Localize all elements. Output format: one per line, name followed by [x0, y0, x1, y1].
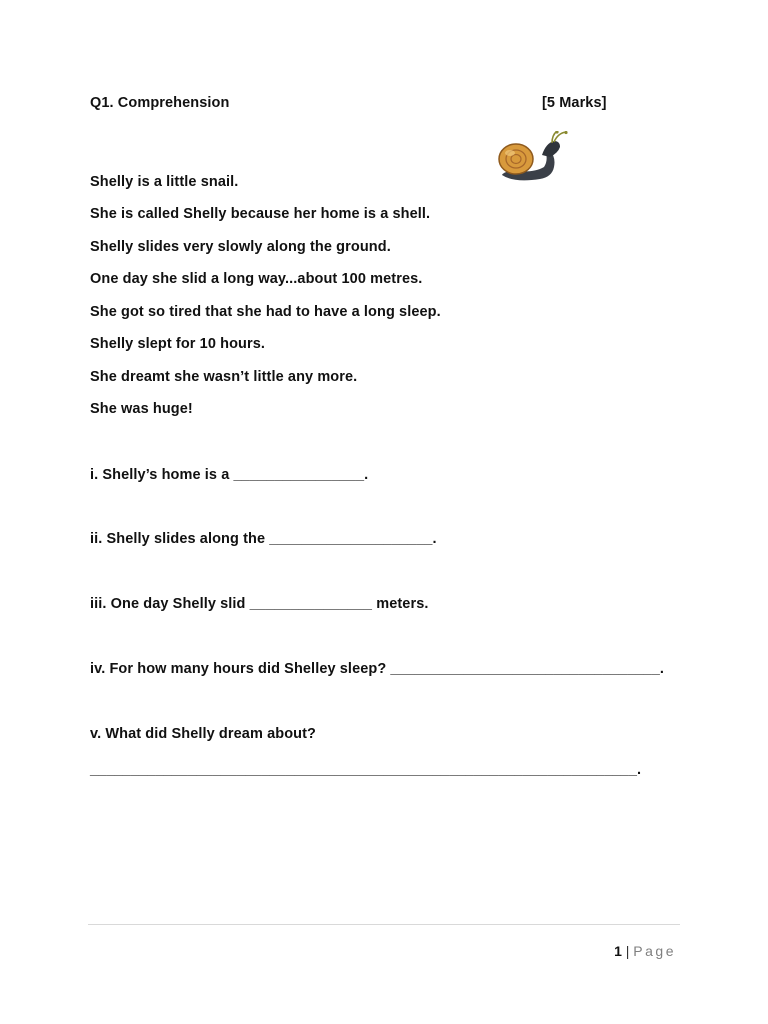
story-line: Shelly slides very slowly along the ground.: [90, 239, 391, 255]
question-i: i. Shelly’s home is a ________________.: [90, 467, 369, 483]
story-line: Shelly is a little snail.: [90, 174, 239, 190]
story-line: She got so tired that she had to have a long sleep.: [90, 304, 441, 320]
story-line: She was huge!: [90, 401, 193, 417]
story-line: She is called Shelly because her home is a shell.: [90, 206, 431, 222]
question-ii: ii. Shelly slides along the ____________________.: [90, 531, 437, 547]
marks-label: [5 Marks]: [542, 95, 607, 111]
question-v: v. What did Shelly dream about?: [90, 726, 316, 742]
question-iii: iii. One day Shelly slid _______________ meters.: [90, 596, 429, 612]
footer-divider: [88, 924, 680, 925]
page-footer: [614, 943, 676, 959]
question-iv: iv. For how many hours did Shelley sleep? _________________________________.: [90, 661, 664, 677]
answer-line: ___________________________________________________________________.: [90, 762, 642, 778]
page-number: 1: [614, 943, 622, 959]
page-label: Page: [633, 943, 676, 959]
story-line: One day she slid a long way...about 100 metres.: [90, 271, 423, 287]
story-line: Shelly slept for 10 hours.: [90, 336, 266, 352]
snail-illustration: [494, 131, 570, 187]
footer-separator: |: [625, 943, 630, 959]
story-line: She dreamt she wasn’t little any more.: [90, 369, 358, 385]
question-title: Q1. Comprehension: [90, 95, 230, 111]
